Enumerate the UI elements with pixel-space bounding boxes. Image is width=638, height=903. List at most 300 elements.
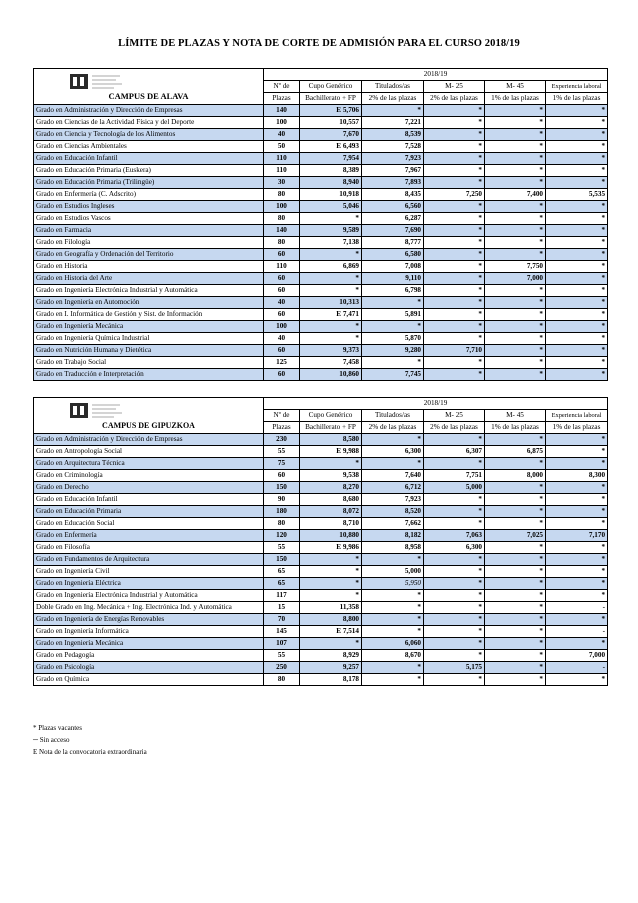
experiencia-cell: *	[546, 273, 608, 285]
m45-cell: *	[485, 674, 546, 686]
course-name: Grado en Educación Primaria (Trilingüe)	[34, 177, 264, 189]
titulados-cell: *	[362, 554, 424, 566]
m25-cell: 7,250	[424, 189, 485, 201]
m45-cell: *	[485, 129, 546, 141]
m25-cell: 6,307	[424, 446, 485, 458]
m45-subheader: 1% de las plazas	[485, 422, 546, 434]
m25-cell: *	[424, 590, 485, 602]
titulados-cell: 7,640	[362, 470, 424, 482]
m25-cell: *	[424, 249, 485, 261]
titulados-cell: 7,221	[362, 117, 424, 129]
table-row	[34, 225, 608, 237]
m45-cell: *	[485, 369, 546, 381]
table-row	[34, 578, 608, 590]
m45-cell: *	[485, 105, 546, 117]
cupo-cell: E 9,988	[300, 446, 362, 458]
m25-cell: *	[424, 285, 485, 297]
m45-cell: *	[485, 321, 546, 333]
m25-cell: *	[424, 554, 485, 566]
table-row	[34, 530, 608, 542]
titulados-cell: 6,580	[362, 249, 424, 261]
table-row	[34, 321, 608, 333]
m45-cell: *	[485, 153, 546, 165]
m25-cell: *	[424, 225, 485, 237]
cupo-cell: 8,389	[300, 165, 362, 177]
experiencia-cell: *	[546, 201, 608, 213]
table-row	[34, 590, 608, 602]
titulados-cell: 8,958	[362, 542, 424, 554]
titulados-cell: *	[362, 458, 424, 470]
course-name: Grado en Enfermería	[34, 530, 264, 542]
cupo-cell: E 9,986	[300, 542, 362, 554]
plazas-cell: 55	[264, 650, 300, 662]
course-name: Grado en Química	[34, 674, 264, 686]
table-row	[34, 153, 608, 165]
table-row	[34, 674, 608, 686]
cupo-cell: *	[300, 566, 362, 578]
m45-cell: 8,000	[485, 470, 546, 482]
plazas-cell: 40	[264, 129, 300, 141]
m25-cell: *	[424, 165, 485, 177]
plazas-cell: 250	[264, 662, 300, 674]
plazas-cell: 80	[264, 237, 300, 249]
m45-cell: *	[485, 309, 546, 321]
course-name: Grado en Ciencia y Tecnología de los Alimentos	[34, 129, 264, 141]
plazas-cell: 55	[264, 446, 300, 458]
experiencia-cell: *	[546, 333, 608, 345]
m45-cell: *	[485, 614, 546, 626]
m45-cell: 7,750	[485, 261, 546, 273]
m25-cell: *	[424, 201, 485, 213]
m45-cell: 7,400	[485, 189, 546, 201]
plazas-cell: 55	[264, 542, 300, 554]
cupo-cell: 11,358	[300, 602, 362, 614]
m25-cell: *	[424, 333, 485, 345]
plazas-cell: 40	[264, 297, 300, 309]
campus-name: CAMPUS DE GIPUZKOA	[102, 421, 195, 430]
course-name: Doble Grado en Ing. Mecánica + Ing. Electrónica Ind. y Automática	[34, 602, 264, 614]
m25-cell: *	[424, 237, 485, 249]
cupo-cell: E 7,514	[300, 626, 362, 638]
m45-header: M- 45	[485, 410, 546, 422]
experiencia-cell: *	[546, 518, 608, 530]
plazas-cell: 125	[264, 357, 300, 369]
experiencia-cell: *	[546, 213, 608, 225]
plazas-cell: 15	[264, 602, 300, 614]
titulados-cell: *	[362, 590, 424, 602]
table-row	[34, 554, 608, 566]
experiencia-cell: *	[546, 590, 608, 602]
m25-cell: *	[424, 297, 485, 309]
cupo-cell: E 5,706	[300, 105, 362, 117]
cupo-cell: *	[300, 321, 362, 333]
m25-cell: *	[424, 357, 485, 369]
plazas-cell: 40	[264, 333, 300, 345]
course-name: Grado en Farmacia	[34, 225, 264, 237]
experiencia-subheader: 1% de las plazas	[546, 93, 608, 105]
m25-cell: *	[424, 458, 485, 470]
table-row	[34, 285, 608, 297]
plazas-cell: 145	[264, 626, 300, 638]
alava-campus-header	[34, 69, 264, 105]
cupo-cell: 8,072	[300, 506, 362, 518]
course-name: Grado en Ingeniería en Automoción	[34, 297, 264, 309]
m45-cell: *	[485, 602, 546, 614]
m45-cell: *	[485, 626, 546, 638]
table-row	[34, 650, 608, 662]
m25-cell: *	[424, 117, 485, 129]
course-name: Grado en Educación Infantil	[34, 153, 264, 165]
cupo-cell: 8,680	[300, 494, 362, 506]
m25-subheader: 2% de las plazas	[424, 93, 485, 105]
table-row	[34, 213, 608, 225]
plazas-cell: 107	[264, 638, 300, 650]
course-name: Grado en Traducción e Interpretación	[34, 369, 264, 381]
m45-header: M- 45	[485, 81, 546, 93]
plazas-cell: 60	[264, 470, 300, 482]
plazas-cell: 75	[264, 458, 300, 470]
m45-cell: *	[485, 117, 546, 129]
year-header: 2018/19	[264, 69, 608, 81]
plazas-cell: 65	[264, 578, 300, 590]
experiencia-cell: *	[546, 153, 608, 165]
table-row	[34, 333, 608, 345]
cupo-cell: 7,138	[300, 237, 362, 249]
m45-cell: *	[485, 506, 546, 518]
plazas-cell: 60	[264, 345, 300, 357]
experiencia-cell: 7,000	[546, 650, 608, 662]
m45-cell: 7,000	[485, 273, 546, 285]
experiencia-cell: 5,535	[546, 189, 608, 201]
m25-header: M- 25	[424, 410, 485, 422]
experiencia-cell: -	[546, 626, 608, 638]
titulados-cell: 6,712	[362, 482, 424, 494]
table-row	[34, 345, 608, 357]
course-name: Grado en Psicología	[34, 662, 264, 674]
cupo-cell: 10,860	[300, 369, 362, 381]
m25-cell: 7,710	[424, 345, 485, 357]
legend-vacantes: * Plazas vacantes	[33, 724, 82, 732]
cupo-header: Cupo Genérico	[300, 81, 362, 93]
titulados-cell: 7,967	[362, 165, 424, 177]
m25-subheader: 2% de las plazas	[424, 422, 485, 434]
titulados-cell: 5,870	[362, 333, 424, 345]
plazas-cell: 180	[264, 506, 300, 518]
table-row	[34, 369, 608, 381]
gipuzkoa-table	[33, 397, 608, 686]
course-name: Grado en Historia	[34, 261, 264, 273]
m25-cell: *	[424, 494, 485, 506]
titulados-cell: 6,798	[362, 285, 424, 297]
campus-name: CAMPUS DE ALAVA	[108, 91, 189, 101]
table-row	[34, 482, 608, 494]
titulados-cell: 6,560	[362, 201, 424, 213]
m45-subheader: 1% de las plazas	[485, 93, 546, 105]
titulados-cell: 8,182	[362, 530, 424, 542]
alava-table	[33, 68, 608, 381]
experiencia-cell: *	[546, 566, 608, 578]
course-name: Grado en Ingeniería Informática	[34, 626, 264, 638]
table-row	[34, 189, 608, 201]
table-row	[34, 357, 608, 369]
titulados-cell: *	[362, 105, 424, 117]
m25-cell: *	[424, 261, 485, 273]
experiencia-cell: *	[546, 261, 608, 273]
course-name: Grado en Ingeniería Química Industrial	[34, 333, 264, 345]
cupo-cell: 8,580	[300, 434, 362, 446]
cupo-cell: 8,710	[300, 518, 362, 530]
titulados-cell: 9,110	[362, 273, 424, 285]
plazas-cell: 150	[264, 554, 300, 566]
course-name: Grado en Antropología Social	[34, 446, 264, 458]
plazas-cell: 140	[264, 225, 300, 237]
course-name: Grado en Estudios Vascos	[34, 213, 264, 225]
year-header: 2018/19	[264, 398, 608, 410]
m25-cell: 7,751	[424, 470, 485, 482]
table-row	[34, 141, 608, 153]
titulados-header: Titulados/as	[362, 410, 424, 422]
titulados-cell: 7,745	[362, 369, 424, 381]
cupo-cell: 7,954	[300, 153, 362, 165]
titulados-cell: 6,287	[362, 213, 424, 225]
titulados-cell: *	[362, 626, 424, 638]
university-logo-icon	[70, 400, 140, 422]
plazas-cell: 60	[264, 369, 300, 381]
cupo-cell: *	[300, 333, 362, 345]
experiencia-cell: 8,300	[546, 470, 608, 482]
m45-cell: *	[485, 345, 546, 357]
table-row	[34, 446, 608, 458]
plazas-cell: 120	[264, 530, 300, 542]
titulados-cell: 7,923	[362, 153, 424, 165]
m45-cell: *	[485, 225, 546, 237]
m45-cell: *	[485, 578, 546, 590]
cupo-cell: *	[300, 638, 362, 650]
plazas-cell: 100	[264, 117, 300, 129]
course-name: Grado en Ciencias de la Actividad Física y del Deporte	[34, 117, 264, 129]
plazas-cell: 100	[264, 201, 300, 213]
titulados-cell: 5,950	[362, 578, 424, 590]
plazas-cell: 80	[264, 674, 300, 686]
cupo-header: Cupo Genérico	[300, 410, 362, 422]
plazas-cell: 30	[264, 177, 300, 189]
m25-cell: *	[424, 141, 485, 153]
course-name: Grado en Enfermería (C. Adscrito)	[34, 189, 264, 201]
gipuzkoa-rows	[34, 434, 608, 686]
experiencia-cell: *	[546, 446, 608, 458]
gipuzkoa-table-block	[33, 397, 607, 686]
plazas-cell: 110	[264, 261, 300, 273]
plazas-cell: 60	[264, 285, 300, 297]
experiencia-cell: *	[546, 542, 608, 554]
plazas-cell: 50	[264, 141, 300, 153]
experiencia-cell: *	[546, 297, 608, 309]
plazas-cell: 140	[264, 105, 300, 117]
experiencia-cell: *	[546, 237, 608, 249]
cupo-cell: E 6,493	[300, 141, 362, 153]
m25-cell: 6,300	[424, 542, 485, 554]
alava-table-block	[33, 68, 607, 381]
experiencia-cell: *	[546, 141, 608, 153]
page-title: LÍMITE DE PLAZAS Y NOTA DE CORTE DE ADMISIÓN PARA EL CURSO 2018/19	[118, 38, 520, 49]
cupo-cell: 8,270	[300, 482, 362, 494]
course-name: Grado en Ciencias Ambientales	[34, 141, 264, 153]
course-name: Grado en Arquitectura Técnica	[34, 458, 264, 470]
titulados-cell: 7,923	[362, 494, 424, 506]
course-name: Grado en Ingeniería Eléctrica	[34, 578, 264, 590]
table-row	[34, 117, 608, 129]
course-name: Grado en Ingeniería Mecánica	[34, 321, 264, 333]
plazas-cell: 230	[264, 434, 300, 446]
plazas-header: Nº de	[264, 81, 300, 93]
gipuzkoa-campus-header	[34, 398, 264, 434]
m45-cell: *	[485, 285, 546, 297]
course-name: Grado en Historia del Arte	[34, 273, 264, 285]
table-row	[34, 249, 608, 261]
plazas-cell: 70	[264, 614, 300, 626]
course-name: Grado en Administración y Dirección de Empresas	[34, 105, 264, 117]
table-row	[34, 261, 608, 273]
m45-cell: *	[485, 213, 546, 225]
titulados-cell: 6,060	[362, 638, 424, 650]
m45-cell: *	[485, 458, 546, 470]
cupo-cell: *	[300, 578, 362, 590]
experiencia-cell: *	[546, 506, 608, 518]
plazas-cell: 110	[264, 165, 300, 177]
m25-cell: *	[424, 321, 485, 333]
titulados-cell: 8,520	[362, 506, 424, 518]
m45-cell: *	[485, 141, 546, 153]
m45-cell: *	[485, 237, 546, 249]
plazas-cell: 60	[264, 249, 300, 261]
course-name: Grado en Ingeniería Electrónica Industrial y Automática	[34, 590, 264, 602]
cupo-cell: 10,918	[300, 189, 362, 201]
experiencia-cell: -	[546, 662, 608, 674]
course-name: Grado en Estudios Ingleses	[34, 201, 264, 213]
titulados-cell: *	[362, 297, 424, 309]
m25-cell: *	[424, 638, 485, 650]
table-row	[34, 434, 608, 446]
plazas-cell: 110	[264, 153, 300, 165]
course-name: Grado en Filología	[34, 237, 264, 249]
m25-cell: *	[424, 506, 485, 518]
course-name: Grado en Nutrición Humana y Dietética	[34, 345, 264, 357]
cupo-cell: E 7,471	[300, 309, 362, 321]
m45-cell: 6,875	[485, 446, 546, 458]
titulados-cell: 8,777	[362, 237, 424, 249]
table-row	[34, 626, 608, 638]
m25-cell: *	[424, 566, 485, 578]
m45-cell: *	[485, 165, 546, 177]
plazas-cell: 100	[264, 321, 300, 333]
course-name: Grado en Pedagogía	[34, 650, 264, 662]
titulados-cell: 8,435	[362, 189, 424, 201]
plazas-cell: 65	[264, 566, 300, 578]
m25-cell: 5,175	[424, 662, 485, 674]
cupo-cell: 8,940	[300, 177, 362, 189]
m25-cell: *	[424, 614, 485, 626]
experiencia-cell: *	[546, 285, 608, 297]
m45-cell: *	[485, 494, 546, 506]
m45-cell: *	[485, 297, 546, 309]
table-row	[34, 297, 608, 309]
experiencia-cell: *	[546, 309, 608, 321]
titulados-cell: 5,000	[362, 566, 424, 578]
titulados-cell: 7,690	[362, 225, 424, 237]
plazas-subheader: Plazas	[264, 422, 300, 434]
experiencia-header: Experiencia laboral	[546, 81, 608, 93]
cupo-cell: 5,046	[300, 201, 362, 213]
titulados-cell: 9,280	[362, 345, 424, 357]
course-name: Grado en Derecho	[34, 482, 264, 494]
m45-cell: *	[485, 650, 546, 662]
experiencia-cell: *	[546, 554, 608, 566]
course-name: Grado en Criminología	[34, 470, 264, 482]
m25-cell: *	[424, 129, 485, 141]
table-row	[34, 638, 608, 650]
cupo-subheader: Bachillerato + FP	[300, 93, 362, 105]
course-name: Grado en Educación Infantil	[34, 494, 264, 506]
titulados-cell: 6,300	[362, 446, 424, 458]
cupo-cell: 7,670	[300, 129, 362, 141]
plazas-cell: 80	[264, 213, 300, 225]
experiencia-cell: *	[546, 674, 608, 686]
university-logo-icon	[70, 71, 140, 93]
experiencia-header: Experiencia laboral	[546, 410, 608, 422]
experiencia-cell: *	[546, 434, 608, 446]
course-name: Grado en Ingeniería Mecánica	[34, 638, 264, 650]
experiencia-cell: -	[546, 602, 608, 614]
titulados-cell: 7,893	[362, 177, 424, 189]
course-name: Grado en Educación Primaria (Euskera)	[34, 165, 264, 177]
legend-sin-acceso: ─ Sin acceso	[33, 736, 70, 744]
cupo-cell: 10,313	[300, 297, 362, 309]
experiencia-cell: *	[546, 177, 608, 189]
m45-cell: *	[485, 249, 546, 261]
course-name: Grado en Trabajo Social	[34, 357, 264, 369]
cupo-cell: *	[300, 285, 362, 297]
experiencia-cell: *	[546, 321, 608, 333]
table-row	[34, 614, 608, 626]
course-name: Grado en Filosofía	[34, 542, 264, 554]
table-row	[34, 458, 608, 470]
table-row	[34, 165, 608, 177]
table-row	[34, 237, 608, 249]
cupo-cell: 9,373	[300, 345, 362, 357]
cupo-cell: 8,929	[300, 650, 362, 662]
titulados-subheader: 2% de las plazas	[362, 422, 424, 434]
m25-cell: *	[424, 369, 485, 381]
titulados-cell: 7,008	[362, 261, 424, 273]
table-row	[34, 602, 608, 614]
legend-extraordinaria: E Nota de la convocatoria extraordinaria	[33, 748, 147, 756]
table-row	[34, 105, 608, 117]
m25-cell: *	[424, 213, 485, 225]
table-row	[34, 201, 608, 213]
table-row	[34, 273, 608, 285]
m25-cell: *	[424, 434, 485, 446]
cupo-cell: *	[300, 249, 362, 261]
table-row	[34, 662, 608, 674]
course-name: Grado en Ingeniería Electrónica Industrial y Automática	[34, 285, 264, 297]
course-name: Grado en Ingeniería Civil	[34, 566, 264, 578]
m25-cell: *	[424, 674, 485, 686]
titulados-cell: 5,891	[362, 309, 424, 321]
cupo-cell: 9,589	[300, 225, 362, 237]
m45-cell: *	[485, 638, 546, 650]
plazas-header: Nº de	[264, 410, 300, 422]
plazas-cell: 117	[264, 590, 300, 602]
